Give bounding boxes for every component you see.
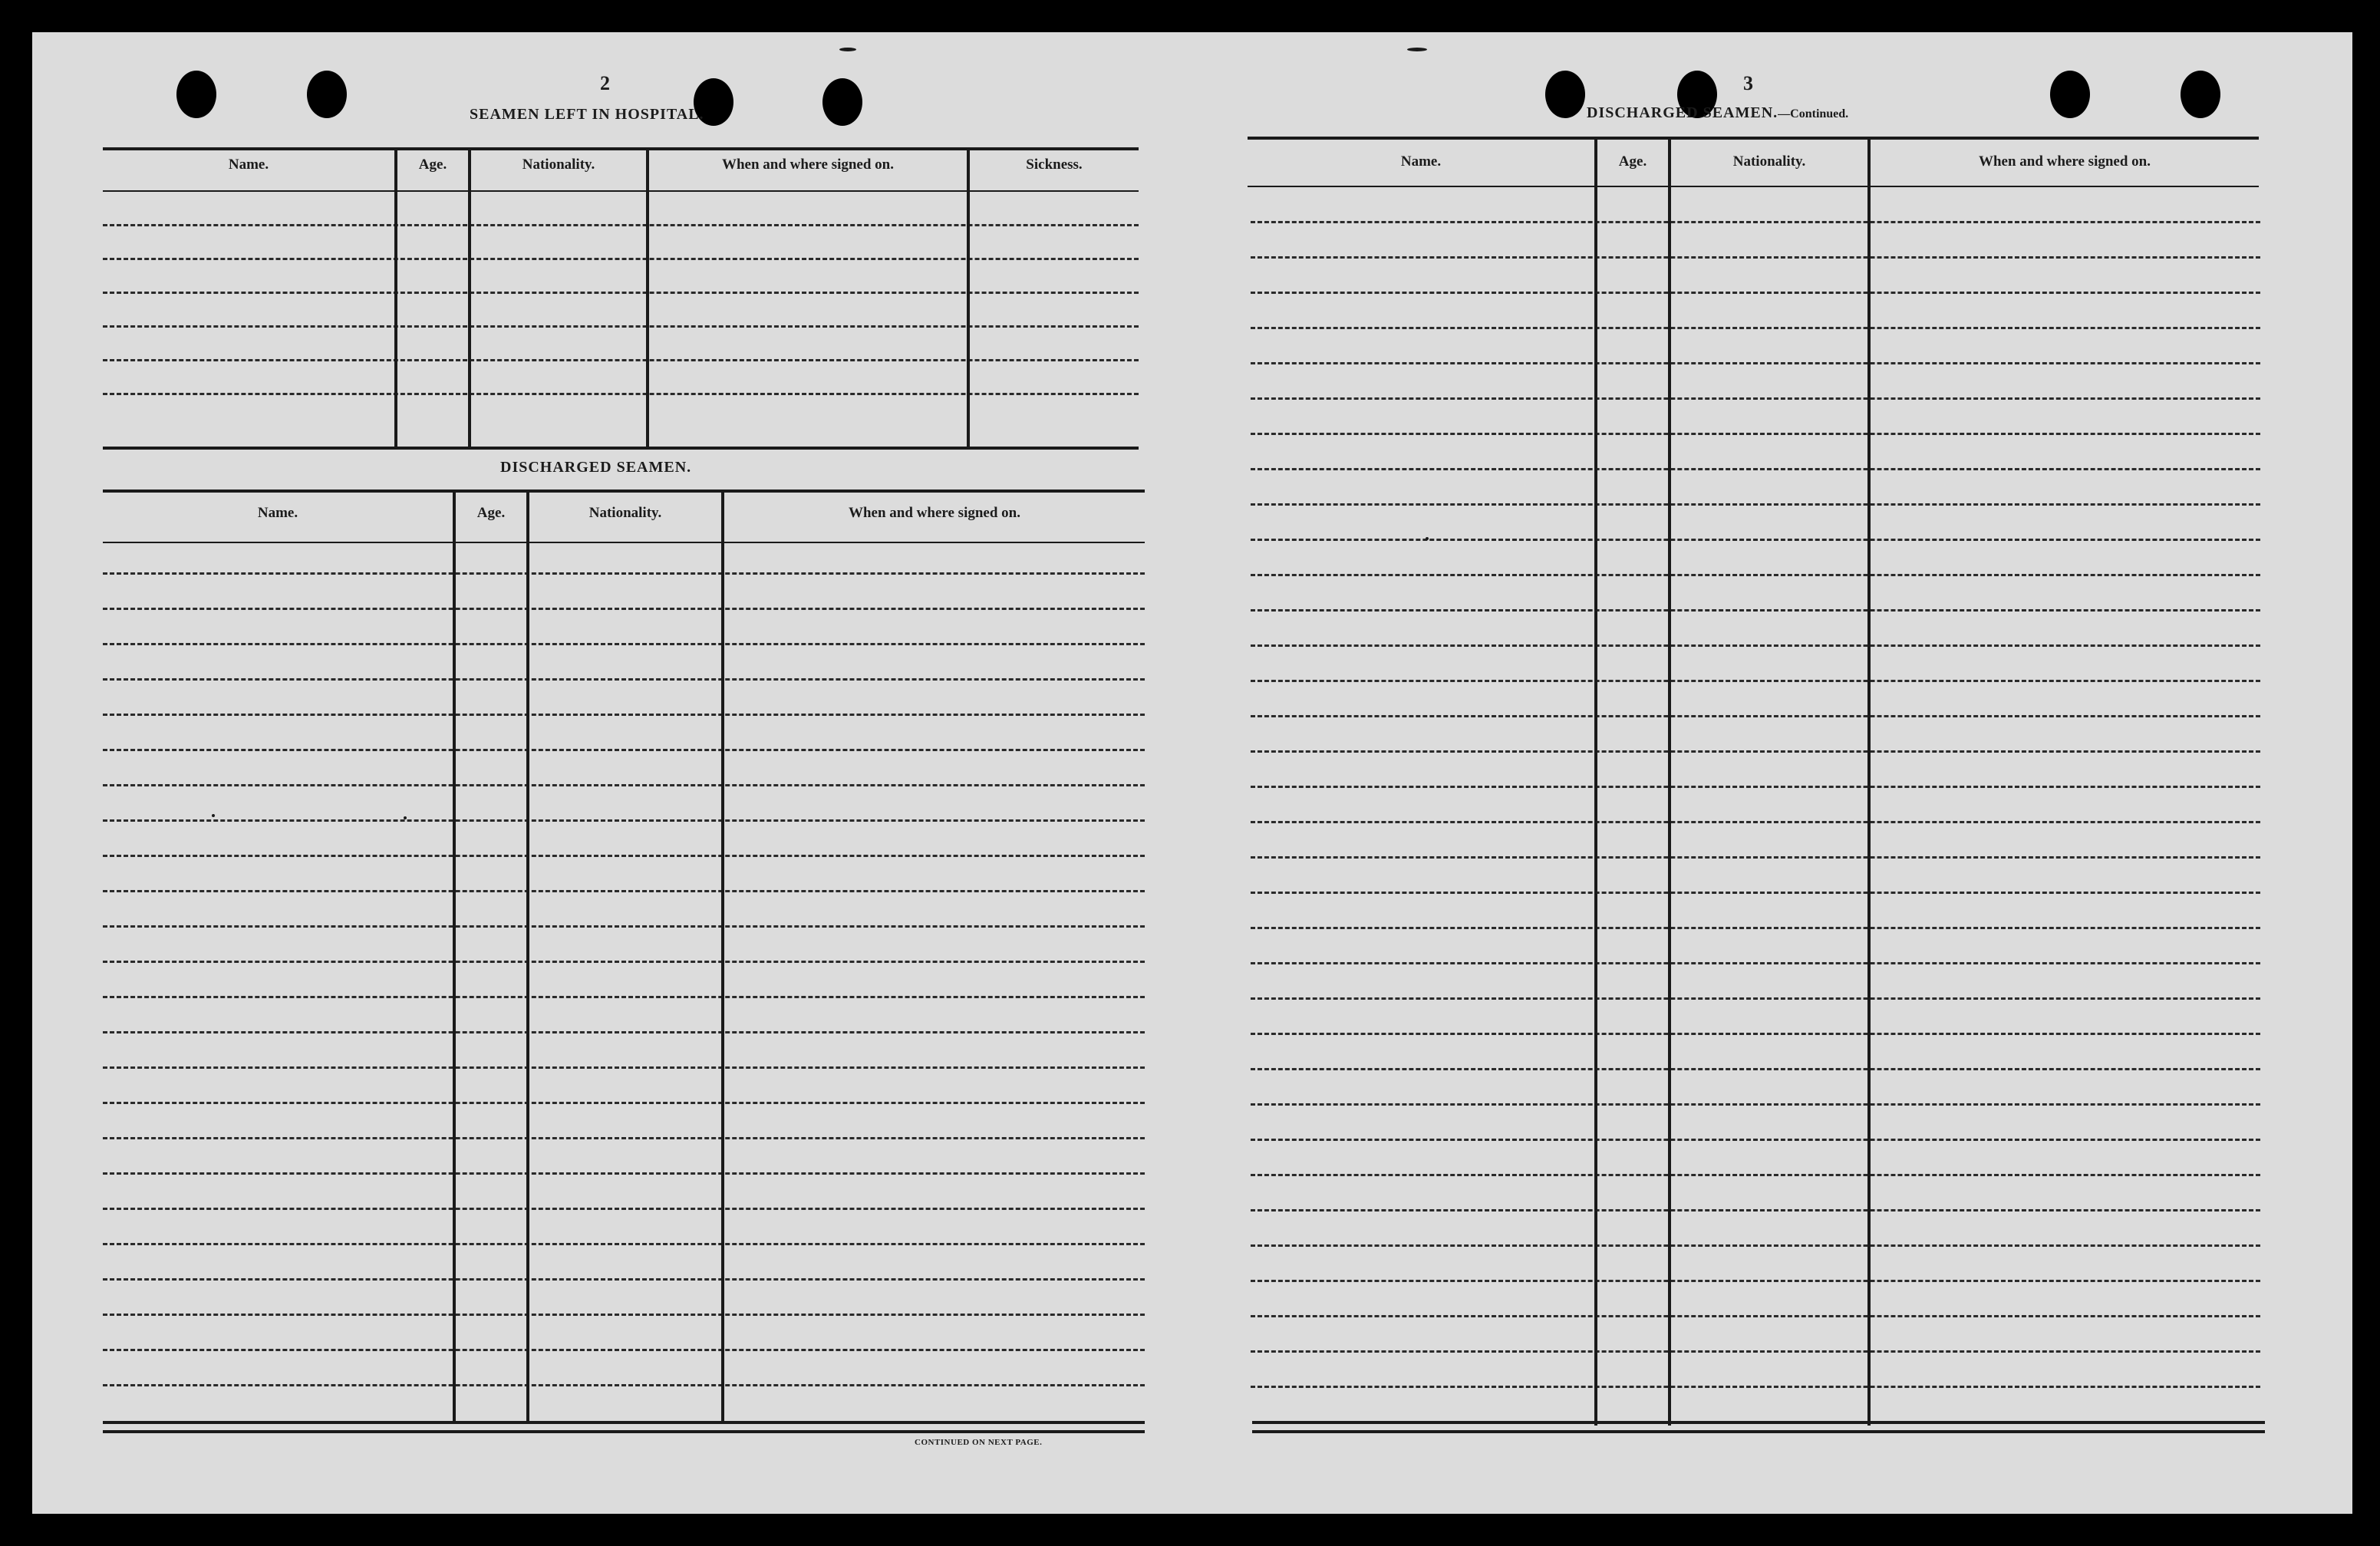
table-row <box>1251 1315 2260 1317</box>
table-row <box>103 784 1145 786</box>
ink-mark <box>1407 48 1427 51</box>
table-row <box>103 1208 1145 1210</box>
table-row <box>103 1031 1145 1033</box>
table-row <box>1251 715 2260 717</box>
discharged-col-nationality: Nationality. <box>588 505 662 521</box>
hospital-col-name: Name. <box>228 157 269 173</box>
table-row <box>103 1243 1145 1245</box>
continued-footer: CONTINUED ON NEXT PAGE. <box>915 1438 1043 1447</box>
table-row <box>1251 856 2260 859</box>
table-row <box>103 714 1145 716</box>
table-row <box>103 925 1145 928</box>
table-row <box>1251 1386 2260 1388</box>
table-row <box>1251 433 2260 435</box>
ink-mark <box>839 48 856 51</box>
table-row <box>103 996 1145 998</box>
column-divider <box>967 147 970 447</box>
continued-table-bottom-rule <box>1252 1421 2265 1424</box>
discharged-continued-suffix: —Continued. <box>1778 107 1849 120</box>
punch-hole <box>2181 71 2220 118</box>
table-row <box>1251 362 2260 364</box>
discharged-col-signed-on: When and where signed on. <box>848 505 1020 521</box>
column-divider <box>1867 137 1871 1426</box>
ink-mark <box>404 816 407 819</box>
ink-mark <box>1426 537 1429 540</box>
table-row <box>1251 1280 2260 1282</box>
continued-header-rule <box>1248 186 2259 187</box>
table-row <box>103 1349 1145 1351</box>
punch-hole <box>822 78 862 126</box>
punch-hole <box>176 71 216 118</box>
continued-col-name: Name. <box>1400 153 1442 170</box>
table-row <box>103 890 1145 892</box>
table-row <box>1251 539 2260 541</box>
discharged-col-name: Name. <box>257 505 298 521</box>
table-row <box>1251 221 2260 223</box>
table-row <box>103 258 1139 260</box>
table-row <box>1251 997 2260 1000</box>
table-row <box>103 224 1139 226</box>
column-divider <box>721 490 724 1424</box>
table-row <box>1251 750 2260 753</box>
continued-col-nationality: Nationality. <box>1732 153 1806 170</box>
discharged-col-age: Age. <box>476 505 506 521</box>
column-divider <box>1594 137 1597 1426</box>
table-row <box>1251 397 2260 400</box>
table-row <box>103 1066 1145 1069</box>
table-row <box>103 819 1145 822</box>
table-row <box>103 678 1145 681</box>
table-row <box>103 1172 1145 1175</box>
continued-table-bottom-rule <box>1252 1430 2265 1433</box>
page-number: 3 <box>1743 72 1753 94</box>
table-row <box>103 1137 1145 1139</box>
discharged-section-title: DISCHARGED SEAMEN. <box>500 459 692 476</box>
table-row <box>1251 1033 2260 1035</box>
table-row <box>1251 1139 2260 1141</box>
table-row <box>1251 786 2260 788</box>
hospital-col-sickness: Sickness. <box>1026 157 1083 173</box>
table-row <box>103 1384 1145 1386</box>
table-row <box>103 1278 1145 1281</box>
table-row <box>1251 468 2260 470</box>
right-page <box>1208 32 2352 1514</box>
punch-hole <box>2050 71 2090 118</box>
page-number: 2 <box>600 72 610 94</box>
table-row <box>1251 609 2260 611</box>
discharged-header-rule <box>103 542 1145 543</box>
left-page <box>32 32 1208 1514</box>
discharged-table-top-rule <box>103 490 1145 493</box>
table-row <box>1251 927 2260 929</box>
column-divider <box>453 490 456 1424</box>
table-row <box>103 643 1145 645</box>
table-row <box>1251 1103 2260 1106</box>
table-row <box>1251 1350 2260 1353</box>
column-divider <box>1668 137 1671 1426</box>
column-divider <box>646 147 649 447</box>
table-row <box>1251 962 2260 964</box>
column-divider <box>526 490 529 1424</box>
hospital-section-title: SEAMEN LEFT IN HOSPITAL. <box>470 106 704 123</box>
continued-col-age: Age. <box>1618 153 1647 170</box>
table-row <box>1251 892 2260 894</box>
table-row <box>1251 574 2260 576</box>
table-row <box>1251 1209 2260 1211</box>
table-row <box>1251 680 2260 682</box>
table-row <box>103 961 1145 963</box>
table-row <box>103 325 1139 328</box>
table-row <box>103 393 1139 395</box>
hospital-table-bottom-rule <box>103 447 1139 450</box>
discharged-continued-title-main: DISCHARGED SEAMEN. <box>1587 104 1778 121</box>
table-row <box>1251 256 2260 259</box>
column-divider <box>394 147 397 447</box>
punch-hole <box>307 71 347 118</box>
table-row <box>1251 821 2260 823</box>
discharged-table-bottom-rule <box>103 1430 1145 1433</box>
column-divider <box>468 147 471 447</box>
table-row <box>103 359 1139 361</box>
hospital-col-age: Age. <box>418 157 447 173</box>
table-row <box>1251 644 2260 647</box>
table-row <box>103 749 1145 751</box>
table-row <box>103 855 1145 857</box>
continued-table-top-rule <box>1248 137 2259 140</box>
hospital-col-signed-on: When and where signed on. <box>721 157 894 173</box>
discharged-continued-title <box>1587 104 1848 122</box>
table-row <box>1251 292 2260 294</box>
continued-col-signed-on: When and where signed on. <box>1978 153 2151 170</box>
discharged-table-bottom-rule <box>103 1421 1145 1424</box>
ink-mark <box>212 814 215 817</box>
table-row <box>103 292 1139 294</box>
table-row <box>1251 1068 2260 1070</box>
hospital-header-rule <box>103 190 1139 192</box>
table-row <box>1251 327 2260 329</box>
table-row <box>103 1314 1145 1316</box>
table-row <box>1251 1174 2260 1176</box>
hospital-col-nationality: Nationality. <box>522 157 595 173</box>
hospital-table-top-rule <box>103 147 1139 150</box>
table-row <box>1251 1244 2260 1247</box>
punch-hole <box>1545 71 1585 118</box>
table-row <box>103 572 1145 575</box>
table-row <box>103 608 1145 610</box>
table-row <box>103 1102 1145 1104</box>
table-row <box>1251 503 2260 506</box>
